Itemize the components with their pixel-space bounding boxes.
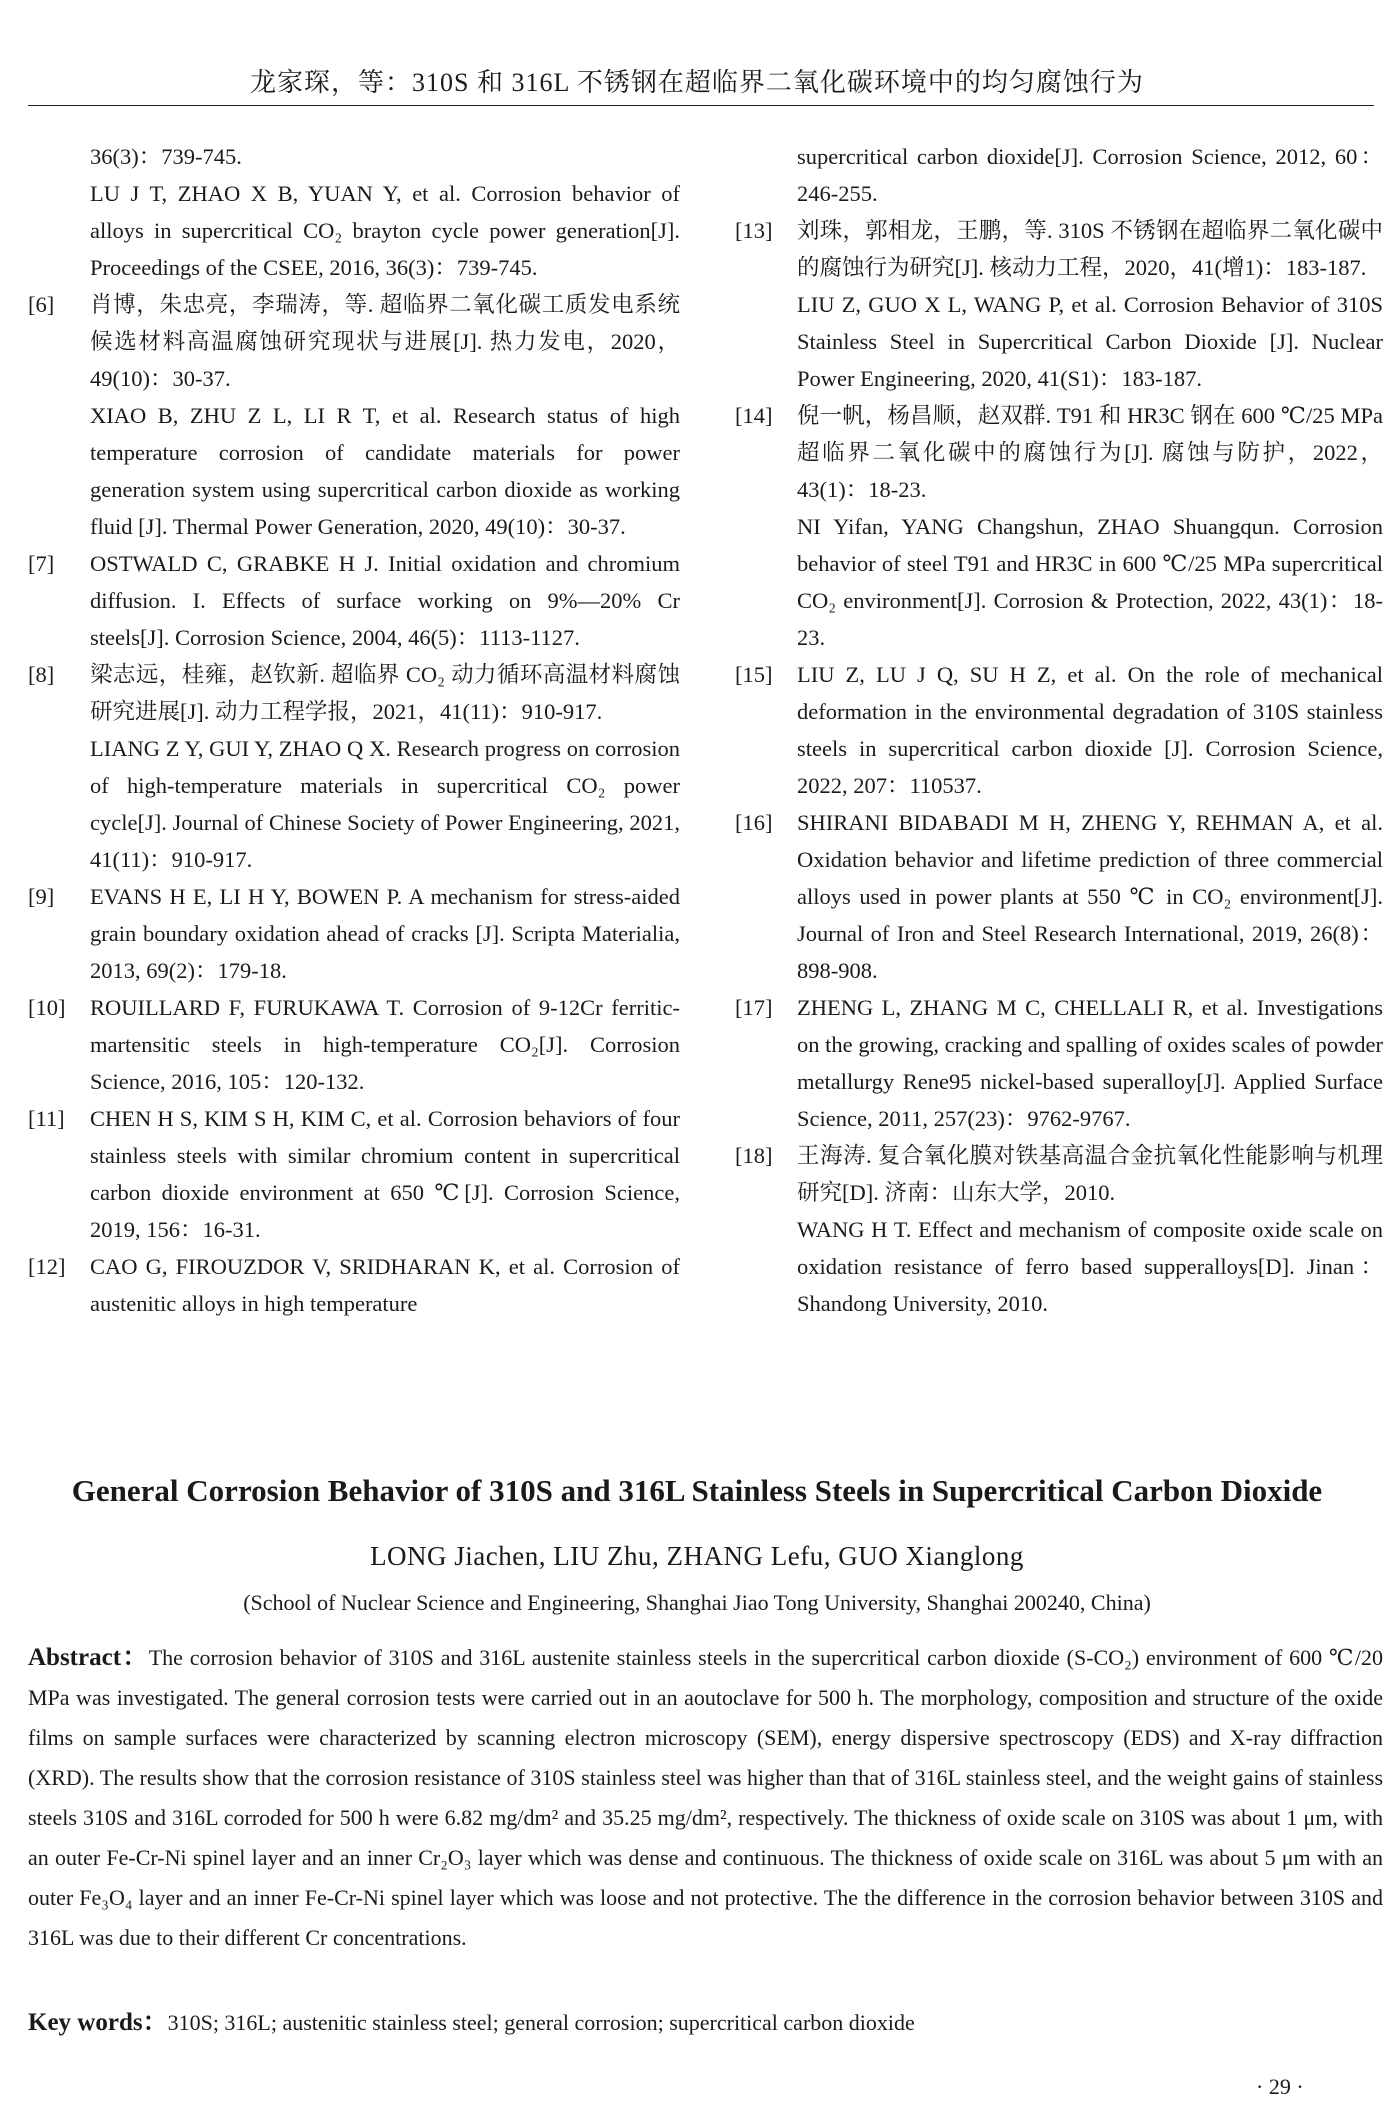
- abstract-label: Abstract：: [28, 1644, 149, 1671]
- reference-item: [735, 1137, 1383, 1322]
- reference-number: [13]: [735, 218, 773, 243]
- reference-item: [28, 989, 680, 1100]
- keywords: [28, 2002, 1383, 2038]
- reference-text: 36(3)：739-745.: [90, 144, 242, 169]
- reference-text-en: SHIRANI BIDABADI M H, ZHENG Y, REHMAN A, et al. Oxidation behavior and lifetime prediction of three commercial alloys used in power plants at 550 ℃ in CO₂ environment[J]. Journal of Iron and Steel Research International, 2019, 26(8)：898-908.: [797, 810, 1383, 983]
- abstract: [28, 1638, 1383, 1958]
- author-list: LONG Jiachen, LIU Zhu, ZHANG Lefu, GUO Xianglong: [370, 1541, 1024, 1571]
- reference-text-en: LU J T, ZHAO X B, YUAN Y, et al. Corrosion behavior of alloys in supercritical CO₂ brayton cycle power generation[J]. Proceedings of the CSEE, 2016, 36(3)：739-745.: [90, 181, 680, 280]
- reference-number: [12]: [28, 1254, 66, 1279]
- reference-number: [11]: [28, 1106, 65, 1131]
- reference-column-left: [28, 138, 680, 1322]
- keywords-label: Key words：: [28, 2009, 168, 2036]
- reference-item: [735, 397, 1383, 656]
- reference-item: [28, 878, 680, 989]
- reference-text-cn: 王海涛. 复合氧化膜对铁基高温合金抗氧化性能影响与机理研究[D]. 济南：山东大学，2010.: [797, 1143, 1383, 1205]
- keywords-text: 310S; 316L; austenitic stainless steel; general corrosion; supercritical carbon dioxide: [167, 2010, 915, 2035]
- reference-item: [735, 212, 1383, 397]
- reference-continuation: [28, 138, 680, 286]
- reference-number: [14]: [735, 403, 773, 428]
- reference-text-cn: 刘珠，郭相龙，王鹏，等. 310S 不锈钢在超临界二氧化碳中的腐蚀行为研究[J]. 核动力工程，2020，41(增1)：183-187.: [797, 218, 1383, 280]
- reference-text-en: NI Yifan, YANG Changshun, ZHAO Shuangqun. Corrosion behavior of steel T91 and HR3C in 600 ℃/25 MPa supercritical CO₂ environment[J]. Corrosion & Protection, 2022, 43(1)：18-23.: [797, 514, 1383, 650]
- reference-text-en: LIU Z, LU J Q, SU H Z, et al. On the role of mechanical deformation in the environmental degradation of 310S stainless steels in supercritical carbon dioxide [J]. Corrosion Science, 2022, 207：110537.: [797, 662, 1383, 798]
- reference-item: [28, 656, 680, 878]
- reference-number: [9]: [28, 884, 55, 909]
- reference-number: [8]: [28, 662, 55, 687]
- reference-number: [10]: [28, 995, 66, 1020]
- reference-text-cn: 倪一帆，杨昌顺，赵双群. T91 和 HR3C 钢在 600 ℃/25 MPa 超临界二氧化碳中的腐蚀行为[J]. 腐蚀与防护，2022，43(1)：18-23.: [797, 403, 1383, 502]
- running-header: 龙家琛，等：310S 和 316L 不锈钢在超临界二氧化碳环境中的均匀腐蚀行为: [250, 68, 1144, 97]
- reference-text-en: CHEN H S, KIM S H, KIM C, et al. Corrosion behaviors of four stainless steels with similar chromium content in supercritical carbon dioxide environment at 650 ℃[J]. Corrosion Science, 2019, 156：16-31.: [90, 1106, 680, 1242]
- english-title: General Corrosion Behavior of 310S and 316L Stainless Steels in Supercritical Carbon Dioxide: [71, 1473, 1323, 1508]
- reference-item: [28, 1100, 680, 1248]
- reference-number: [15]: [735, 662, 773, 687]
- reference-number: [16]: [735, 810, 773, 835]
- reference-text-en: LIANG Z Y, GUI Y, ZHAO Q X. Research progress on corrosion of high-temperature materials in supercritical CO₂ power cycle[J]. Journal of Chinese Society of Power Engineering, 2021, 41(11)：910-917.: [90, 736, 680, 872]
- reference-text-en: LIU Z, GUO X L, WANG P, et al. Corrosion Behavior of 310S Stainless Steel in Supercritical Carbon Dioxide [J]. Nuclear Power Engineering, 2020, 41(S1)：183-187.: [797, 292, 1383, 391]
- reference-text-en: EVANS H E, LI H Y, BOWEN P. A mechanism for stress-aided grain boundary oxidation ahead of cracks [J]. Scripta Materialia, 2013, 69(2)：179-18.: [90, 884, 680, 983]
- reference-number: [17]: [735, 995, 773, 1020]
- affiliation: (School of Nuclear Science and Engineering, Shanghai Jiao Tong University, Shanghai 200240, China): [243, 1590, 1151, 1615]
- reference-text-en: CAO G, FIROUZDOR V, SRIDHARAN K, et al. Corrosion of austenitic alloys in high temperature: [90, 1254, 680, 1316]
- reference-item: [735, 656, 1383, 804]
- reference-number: [6]: [28, 292, 55, 317]
- reference-item: [28, 545, 680, 656]
- reference-number: [7]: [28, 551, 55, 576]
- reference-number: [18]: [735, 1143, 773, 1168]
- reference-text-en: ROUILLARD F, FURUKAWA T. Corrosion of 9-12Cr ferritic-martensitic steels in high-temperature CO₂[J]. Corrosion Science, 2016, 105：120-132.: [90, 995, 680, 1094]
- reference-item: [735, 989, 1383, 1137]
- reference-item: [28, 1248, 680, 1322]
- abstract-text: The corrosion behavior of 310S and 316L austenite stainless steels in the supercritical carbon dioxide (S-CO₂) environment of 600 ℃/20 MPa was investigated. The general corrosion tests were carried out in an aoutoclave for 500 h. The morphology, composition and structure of the oxide films on sample surfaces were characterized by scanning electron microscopy (SEM), energy dispersive spectroscopy (EDS) and X-ray diffraction (XRD). The results show that the corrosion resistance of 310S stainless steel was higher than that of 316L stainless steel, and the weight gains of stainless steels 310S and 316L corroded for 500 h were 6.82 mg/dm² and 35.25 mg/dm², respectively. The thickness of oxide scale on 310S was about 1 μm, with an outer Fe-Cr-Ni spinel layer and an inner Cr₂O₃ layer which was dense and continuous. The thickness of oxide scale on 316L was about 5 μm with an outer Fe₃O₄ layer and an inner Fe-Cr-Ni spinel layer which was loose and not protective. The the difference in the corrosion behavior between 310S and 316L was due to their different Cr concentrations.: [28, 1645, 1383, 1950]
- header-rule: [28, 105, 1374, 106]
- reference-text-en: ZHENG L, ZHANG M C, CHELLALI R, et al. Investigations on the growing, cracking and spalling of oxides scales of powder metallurgy Rene95 nickel-based superalloy[J]. Applied Surface Science, 2011, 257(23)：9762-9767.: [797, 995, 1383, 1131]
- reference-item: [28, 286, 680, 545]
- page-number: · 29 ·: [1256, 2074, 1304, 2099]
- reference-text-en: XIAO B, ZHU Z L, LI R T, et al. Research status of high temperature corrosion of candidate materials for power generation system using supercritical carbon dioxide as working fluid [J]. Thermal Power Generation, 2020, 49(10)：30-37.: [90, 403, 680, 539]
- reference-text-cn: 梁志远，桂雍，赵钦新. 超临界 CO₂ 动力循环高温材料腐蚀研究进展[J]. 动力工程学报，2021，41(11)：910-917.: [90, 662, 680, 724]
- reference-column-right: [735, 138, 1383, 1322]
- reference-continuation: [735, 138, 1383, 212]
- reference-text-en: WANG H T. Effect and mechanism of composite oxide scale on oxidation resistance of ferro based supperalloys[D]. Jinan：Shandong University, 2010.: [797, 1217, 1383, 1316]
- reference-text: supercritical carbon dioxide[J]. Corrosion Science, 2012, 60：246-255.: [797, 144, 1383, 206]
- reference-item: [735, 804, 1383, 989]
- reference-text-cn: 肖博，朱忠亮，李瑞涛，等. 超临界二氧化碳工质发电系统候选材料高温腐蚀研究现状与进展[J]. 热力发电，2020，49(10)：30-37.: [90, 292, 680, 391]
- reference-text-en: OSTWALD C, GRABKE H J. Initial oxidation and chromium diffusion. I. Effects of surface working on 9%—20% Cr steels[J]. Corrosion Science, 2004, 46(5)：1113-1127.: [90, 551, 680, 650]
